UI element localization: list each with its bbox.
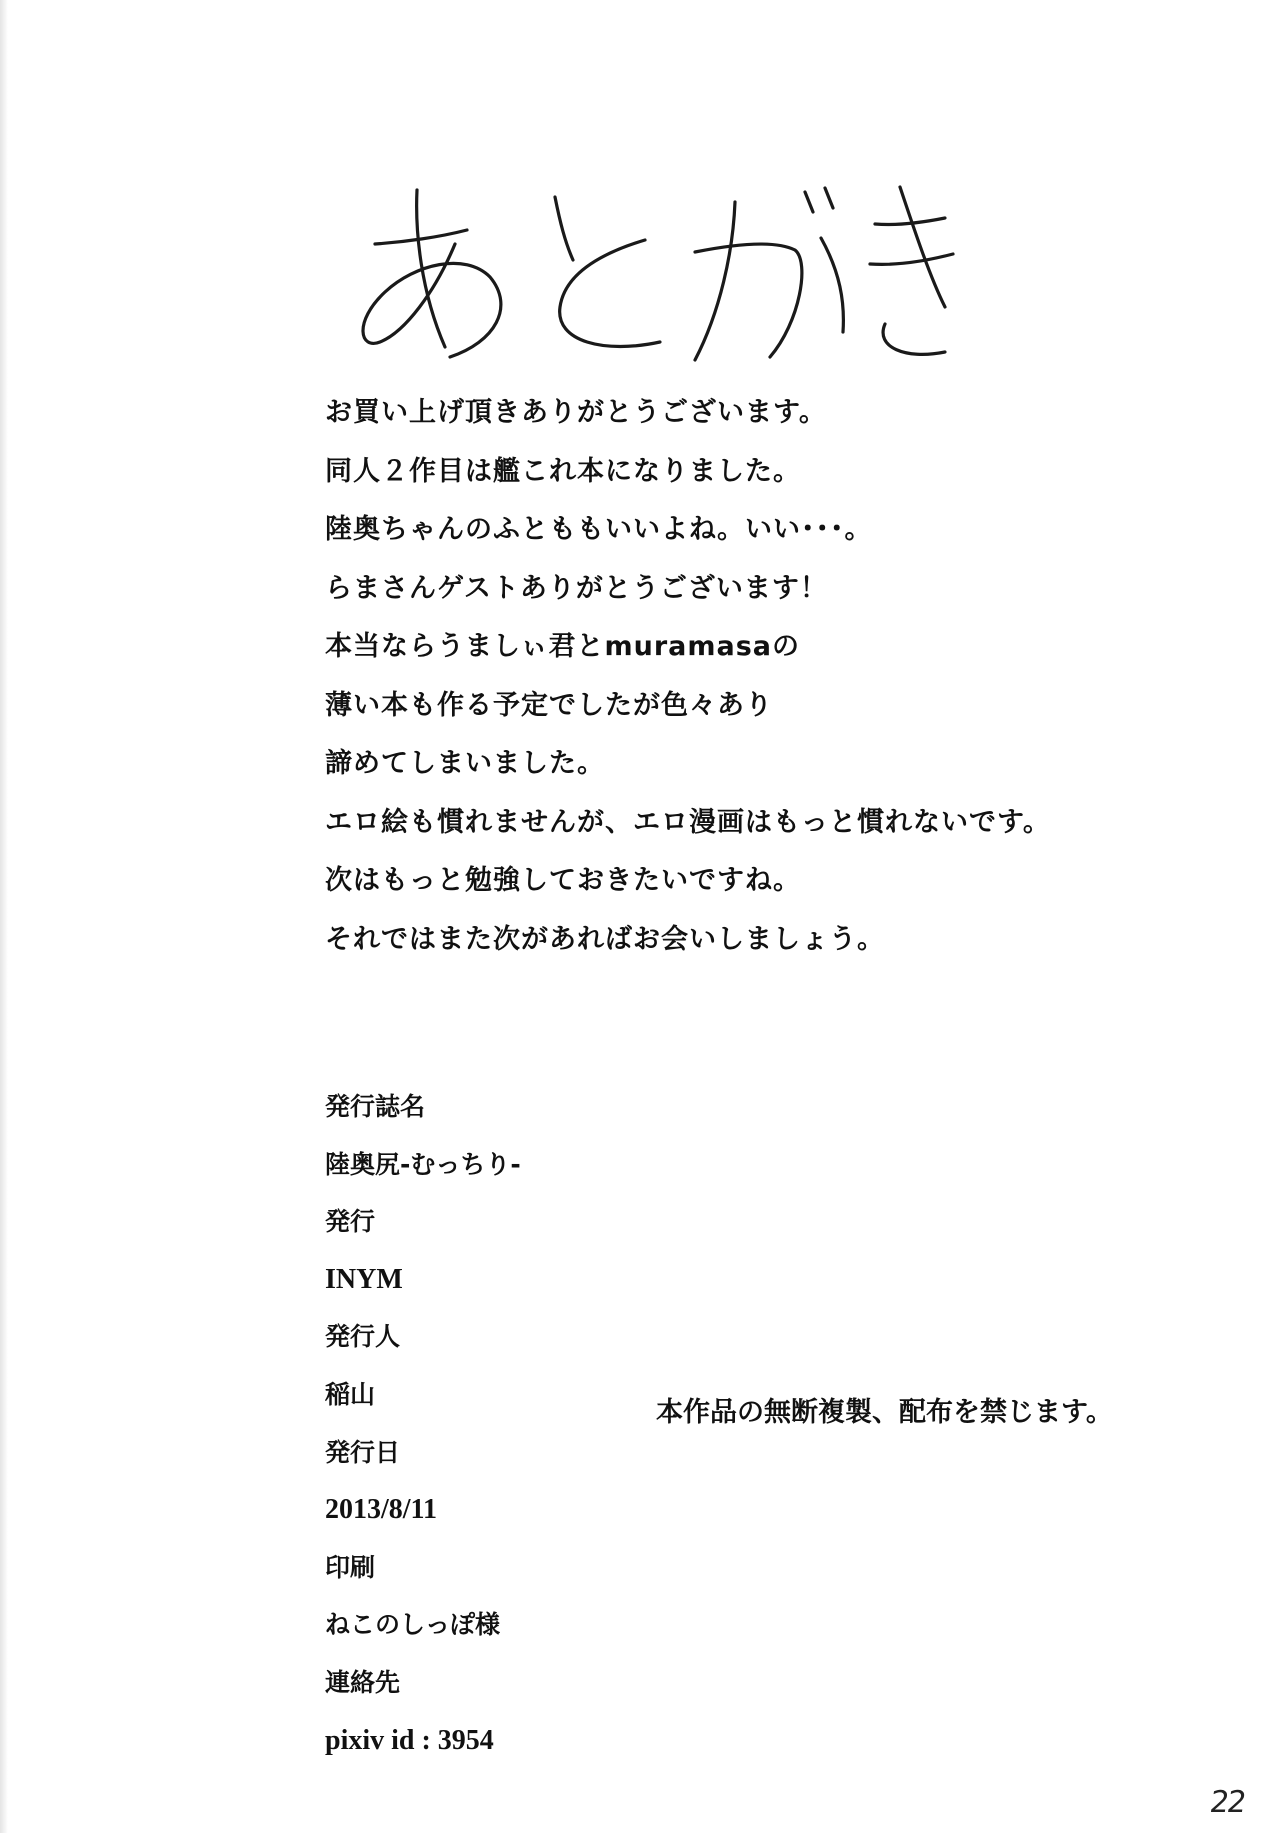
afterword-line: お買い上げ頂きありがとうございます。 [325, 397, 827, 428]
afterword-line: らまさんゲストありがとうございます！ [325, 572, 828, 604]
page-number: 22 [1207, 1785, 1247, 1820]
colophon-title-value: 陸奥尻-むっちり- [325, 1149, 521, 1179]
colophon-publisher-value: INYM [325, 1263, 403, 1295]
colophon-publisher-label: 発行 [325, 1207, 376, 1237]
afterword-line: 陸奥ちゃんのふとももいいよね。いい･･･。 [325, 514, 873, 545]
afterword-title-handwritten [355, 182, 955, 372]
afterword-line: 薄い本も作る予定でしたが色々あり [325, 689, 773, 721]
afterword-title-lettering [355, 182, 955, 372]
colophon-contact-label: 連絡先 [325, 1667, 401, 1697]
colophon-printer-value: ねこのしっぽ様 [325, 1610, 501, 1640]
afterword-line: 本当ならうましぃ君とmuramasaの [325, 631, 800, 662]
colophon-issuer-value: 稲山 [325, 1379, 376, 1409]
colophon-date-label: 発行日 [325, 1437, 401, 1467]
afterword-line: 同人２作目は艦これ本になりました。 [325, 455, 801, 487]
colophon-printer-label: 印刷 [325, 1552, 376, 1582]
afterword-line: エロ絵も慣れませんが、エロ漫画はもっと慣れないです。 [325, 806, 1051, 838]
afterword-line: それではまた次があればお会いしましょう。 [325, 923, 885, 955]
copyright-notice: 本作品の無断複製、配布を禁じます。 [656, 1397, 1113, 1428]
colophon-date-value: 2013/8/11 [325, 1494, 438, 1526]
colophon-issuer-label: 発行人 [325, 1322, 401, 1352]
afterword-line: 諦めてしまいました。 [325, 748, 605, 779]
afterword-line: 次はもっと勉強しておきたいですね。 [325, 865, 801, 896]
colophon-contact-value: pixiv id : 3954 [325, 1724, 494, 1756]
colophon [325, 1092, 745, 1783]
afterword-body [325, 398, 1225, 983]
colophon-title-label: 発行誌名 [325, 1092, 426, 1121]
page-edge-shadow [0, 0, 8, 1833]
